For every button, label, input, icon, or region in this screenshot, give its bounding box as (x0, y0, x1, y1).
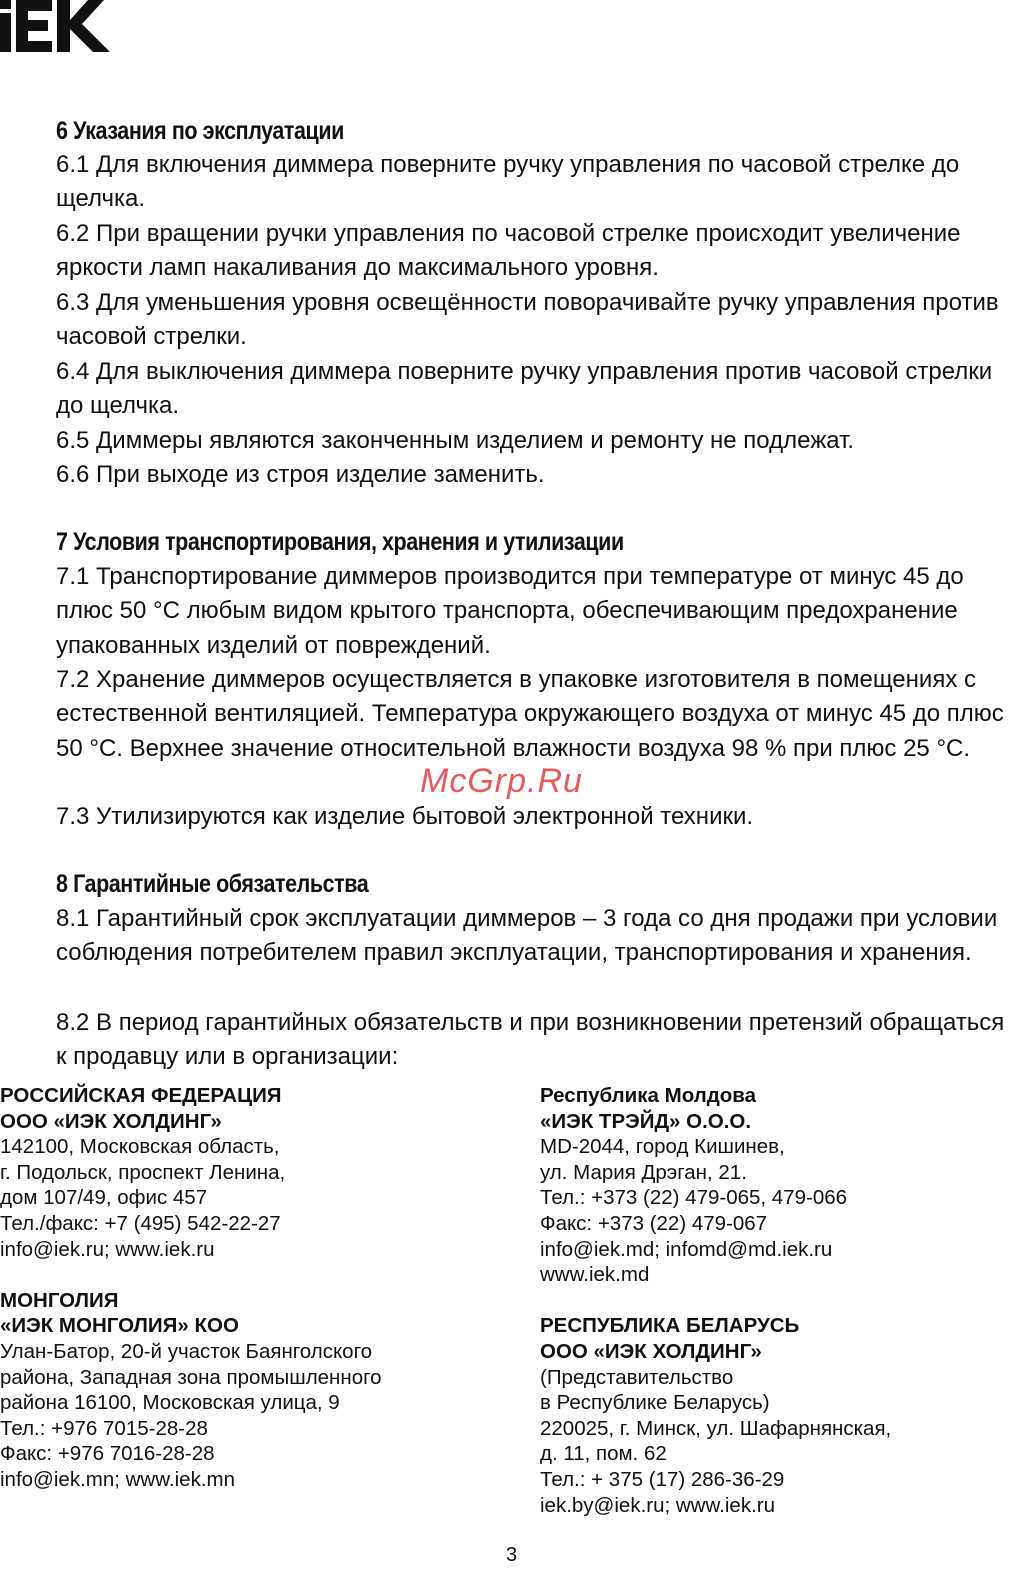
contact-phone: Тел.: + 375 (17) 286-36-29 (540, 1467, 785, 1491)
contact-line: района, Западная зона промышленного (0, 1365, 382, 1389)
contact-company: ООО «ИЭК ХОЛДИНГ» (0, 1109, 222, 1133)
section-7-heading: 7 Условия транспортирования, хранения и утилизации (56, 528, 624, 556)
contact-line: д. 11, пом. 62 (540, 1442, 667, 1466)
page-number: 3 (505, 1544, 518, 1566)
paragraph-6-6: 6.6 При выходе из строя изделие заменить. (56, 461, 545, 488)
watermark: McGrp.Ru (420, 762, 583, 800)
contact-russia (0, 1083, 520, 1262)
paragraph-6-2: 6.2 При вращении ручки управления по часовой стрелке происходит увеличение яркости ламп накаливания до максимального уровня. (56, 220, 961, 282)
contact-line: г. Подольск, проспект Ленина, (0, 1160, 286, 1184)
contact-phone: Тел.: +976 7015-28-28 (0, 1416, 208, 1440)
contact-moldova (540, 1083, 1010, 1288)
contact-line: Улан-Батор, 20-й участок Баянголского (0, 1339, 372, 1363)
iek-logo (0, 0, 112, 52)
contact-line: ул. Мария Дрэган, 21. (540, 1160, 747, 1184)
contact-country: МОНГОЛИЯ (0, 1288, 119, 1312)
contacts-left-column (0, 1083, 520, 1518)
contact-mongolia (0, 1288, 520, 1493)
contact-web: www.iek.md (540, 1263, 650, 1287)
contact-line: 220025, г. Минск, ул. Шафарнянская, (540, 1416, 892, 1440)
paragraph-6-3: 6.3 Для уменьшения уровня освещённости поворачивайте ручку управления против часовой стрелки. (56, 289, 999, 351)
contact-country: РОССИЙСКАЯ ФЕДЕРАЦИЯ (0, 1084, 282, 1107)
contact-line: в Республике Беларусь) (540, 1391, 770, 1415)
contact-line: 142100, Московская область, (0, 1135, 280, 1159)
paragraph-7-3: 7.3 Утилизируются как изделие бытовой электронной техники. (56, 803, 754, 830)
paragraph-7-1: 7.1 Транспортирование диммеров производится при температуре от минус 45 до плюс 50 °С любым видом крытого транспорта, обеспечивающим предохранение упакованных изделий от повреждений. (56, 563, 964, 659)
contact-company: «ИЭК ТРЭЙД» О.О.О. (540, 1109, 752, 1133)
paragraph-8-1: 8.1 Гарантийный срок эксплуатации диммеров – 3 года со дня продажи при условии соблюдения потребителем правил эксплуатации, транспортирования и хранения. (56, 905, 998, 967)
contact-email-web: iek.by@iek.ru; www.iek.ru (540, 1493, 775, 1517)
contact-fax: Факс: +976 7016-28-28 (0, 1442, 215, 1466)
contact-belarus (540, 1313, 1010, 1518)
paragraph-6-5: 6.5 Диммеры являются законченным изделием и ремонту не подлежат. (56, 427, 855, 454)
contact-country: РЕСПУБЛИКА БЕЛАРУСЬ (540, 1314, 800, 1338)
contact-line: (Представительство (540, 1365, 734, 1389)
section-6-heading: 6 Указания по эксплуатации (56, 117, 344, 145)
paragraph-6-4: 6.4 Для выключения диммера поверните ручку управления против часовой стрелки до щелчка. (56, 358, 993, 420)
contact-line: MD-2044, город Кишинев, (540, 1135, 785, 1159)
contact-company: ООО «ИЭК ХОЛДИНГ» (540, 1339, 762, 1363)
contact-line: дом 107/49, офис 457 (0, 1186, 208, 1210)
contact-company: «ИЭК МОНГОЛИЯ» КОО (0, 1314, 239, 1338)
contact-phone: Тел.: +373 (22) 479-065, 479-066 (540, 1186, 848, 1210)
contact-fax: Факс: +373 (22) 479-067 (540, 1211, 768, 1235)
contact-country: Республика Молдова (540, 1084, 756, 1107)
contact-email-web: info@iek.ru; www.iek.ru (0, 1237, 215, 1261)
contact-phone: Тел./факс: +7 (495) 542-22-27 (0, 1211, 281, 1235)
contact-email-web: info@iek.mn; www.iek.mn (0, 1467, 235, 1491)
paragraph-6-1: 6.1 Для включения диммера поверните ручку управления по часовой стрелке до щелчка. (56, 151, 960, 213)
contact-email: info@iek.md; infomd@md.iek.ru (540, 1237, 833, 1261)
paragraph-7-2: 7.2 Хранение диммеров осуществляется в упаковке изготовителя в помещениях с естественной вентиляцией. Температура окружающего воздуха от минус 45 до плюс 50 °С. Верхнее значение относительной влажности воздуха 98 % при плюс 25 °С. (56, 666, 1004, 762)
paragraph-8-2: 8.2 В период гарантийных обязательств и при возникновении претензий обращаться к продавцу или в организации: (56, 1009, 1005, 1071)
contact-line: района 16100, Московская улица, 9 (0, 1391, 340, 1415)
section-8-heading: 8 Гарантийные обязательства (56, 870, 369, 898)
contacts-right-column (540, 1083, 1010, 1544)
